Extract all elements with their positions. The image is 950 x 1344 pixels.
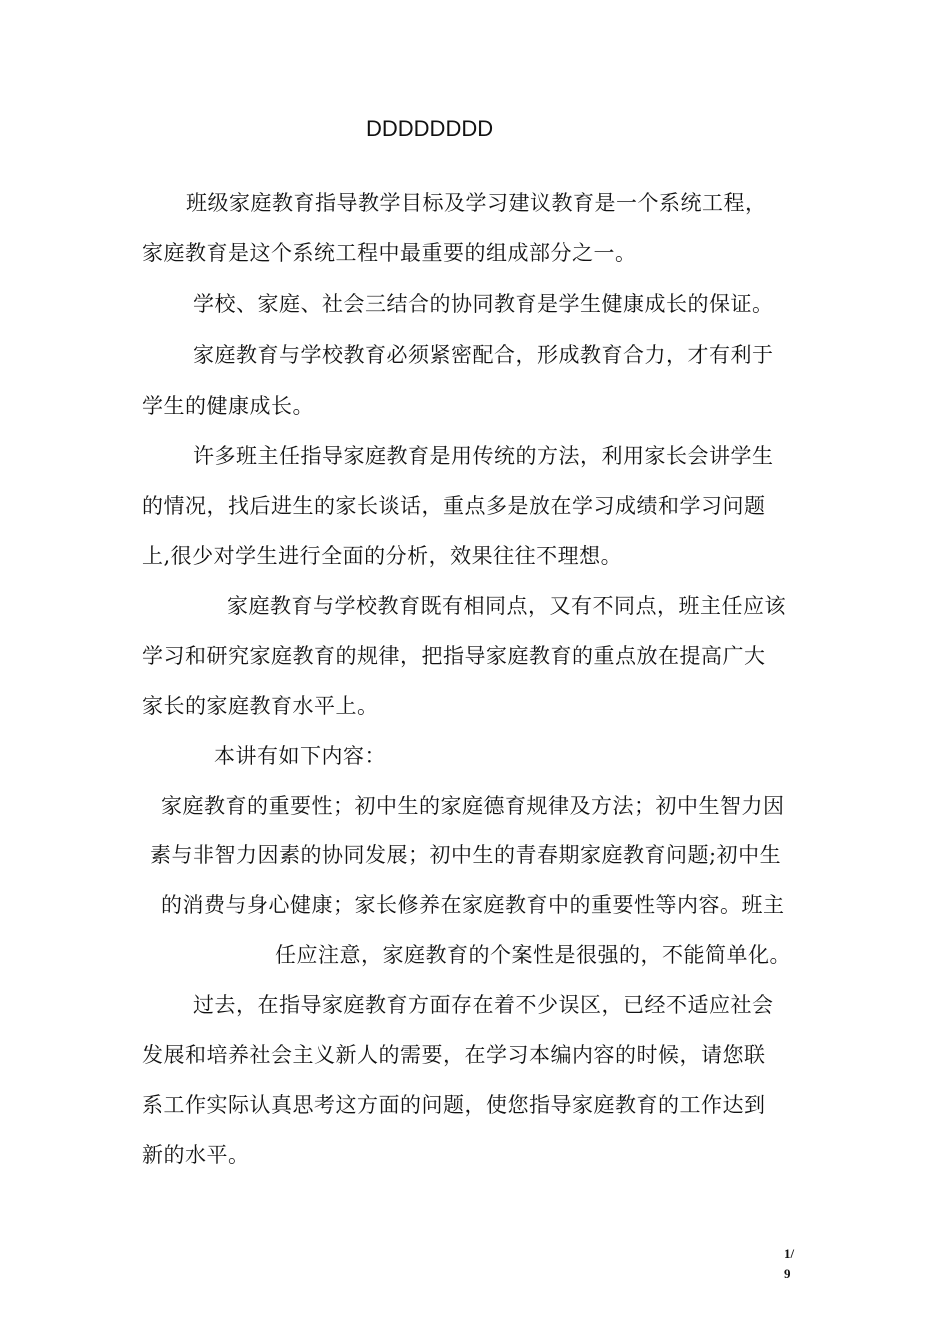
text-line: 系工作实际认真思考这方面的问题，使您指导家庭教育的工作达到 bbox=[142, 1093, 766, 1117]
text-line: 的情况，找后进生的家长谈话，重点多是放在学习成绩和学习问题 bbox=[142, 494, 766, 518]
text-line: 学校、家庭、社会三结合的协同教育是学生健康成长的保证。 bbox=[193, 292, 774, 316]
text-line: 家长的家庭教育水平上。 bbox=[142, 694, 379, 718]
text-line: 过去，在指导家庭教育方面存在着不少误区，已经不适应社会 bbox=[193, 993, 774, 1017]
text-line: 家庭教育与学校教育必须紧密配合，形成教育合力，才有利于 bbox=[193, 343, 774, 367]
text-line: 学生的健康成长。 bbox=[142, 394, 314, 418]
page-number-total: 9 bbox=[784, 1266, 791, 1281]
text-line: 上,很少对学生进行全面的分析，效果往往不理想。 bbox=[142, 544, 623, 568]
page-number-current: 1/ bbox=[784, 1246, 795, 1261]
text-line: 发展和培养社会主义新人的需要，在学习本编内容的时候，请您联 bbox=[142, 1043, 766, 1067]
text-line: 学习和研究家庭教育的规律，把指导家庭教育的重点放在提高广大 bbox=[142, 644, 766, 668]
text-line: 本讲有如下内容： bbox=[214, 744, 386, 768]
text-line: 家庭教育与学校教育既有相同点，又有不同点，班主任应该 bbox=[227, 594, 786, 618]
text-line: 班级家庭教育指导教学目标及学习建议教育是一个系统工程， bbox=[186, 191, 767, 215]
text-line: 家庭教育是这个系统工程中最重要的组成部分之一。 bbox=[142, 241, 637, 265]
text-line: 许多班主任指导家庭教育是用传统的方法，利用家长会讲学生 bbox=[193, 444, 774, 468]
page-number bbox=[784, 1244, 804, 1284]
text-line: 的消费与身心健康；家长修养在家庭教育中的重要性等内容。班主 bbox=[161, 893, 785, 917]
text-line: 家庭教育的重要性；初中生的家庭德育规律及方法；初中生智力因 bbox=[161, 794, 785, 818]
document-title: DDDDDDDD bbox=[366, 116, 494, 141]
text-line: 任应注意，家庭教育的个案性是很强的，不能简单化。 bbox=[275, 943, 791, 967]
text-line: 新的水平。 bbox=[142, 1143, 250, 1167]
text-line: 素与非智力因素的协同发展；初中生的青春期家庭教育问题;初中生 bbox=[150, 843, 782, 867]
